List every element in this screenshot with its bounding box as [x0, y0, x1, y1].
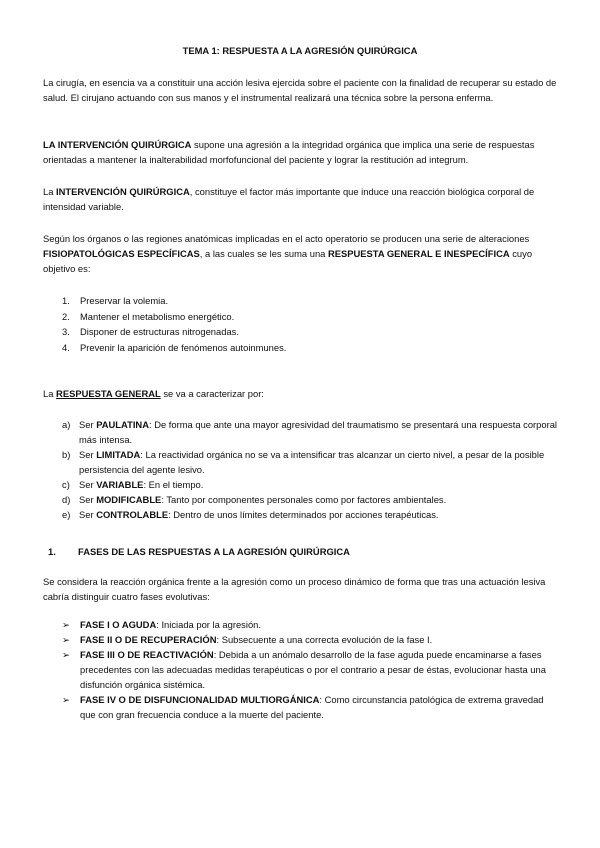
list-text	[80, 617, 554, 632]
bold-term: MODIFICABLE	[96, 494, 162, 505]
list-text: Disponer de estructuras nitrogenadas.	[80, 326, 239, 337]
characteristics-list	[62, 417, 562, 522]
bold-term: FASE IV O DE DISFUNCIONALIDAD MULTIORGÁNICA	[80, 694, 320, 705]
list-item	[62, 692, 562, 722]
list-text-rest: : Subsecuente a una correcta evolución de la fase I.	[216, 634, 433, 645]
section-title: FASES DE LAS RESPUESTAS A LA AGRESIÓN QUIRÚRGICA	[78, 546, 350, 557]
bold-term: LA INTERVENCIÓN QUIRÚRGICA	[43, 139, 192, 150]
paragraph-text: La	[43, 186, 57, 197]
list-text-rest: : La reactividad orgánica no se va a intensificar tras alcanzar un cierto nivel, a pesar de la posible persistencia del agente lesivo.	[79, 449, 545, 475]
list-text: Preservar la volemia.	[80, 295, 169, 306]
list-item	[62, 492, 562, 507]
list-text-rest: : Como circunstancia patológica de extrema gravedad que con gran frecuencia conduce a la muerte del paciente.	[80, 694, 544, 720]
list-letter: e)	[62, 509, 71, 520]
arrow-bullet-icon: ➢	[62, 649, 70, 660]
bold-term: VARIABLE	[96, 479, 144, 490]
list-text	[79, 447, 561, 477]
arrow-bullet-icon: ➢	[62, 634, 70, 645]
list-number: 4.	[62, 341, 70, 353]
list-item	[62, 417, 562, 447]
paragraph-text: cuyo objetivo es:	[43, 248, 533, 274]
list-text	[79, 417, 561, 447]
list-letter: a)	[62, 419, 71, 430]
bold-term: INTERVENCIÓN QUIRÚRGICA	[56, 186, 190, 197]
list-text	[79, 477, 561, 492]
list-text	[80, 692, 554, 722]
paragraph-factor	[43, 184, 561, 214]
paragraph-respuesta-general	[43, 386, 561, 401]
list-text-pre: Ser	[79, 449, 97, 460]
bold-term: FASE III O DE REACTIVACIÓN	[80, 649, 214, 660]
list-text	[79, 507, 561, 522]
list-item	[62, 324, 562, 340]
list-text-rest: : Iniciada por la agresión.	[156, 619, 261, 630]
list-item	[62, 632, 562, 647]
list-letter: b)	[62, 449, 71, 460]
paragraph-text: supone una agresión a la integridad orgánica que implica una serie de respuestas orientadas a mantener la inalterabilidad morfofuncional del paciente y lograr la restitución ad integrum.	[43, 139, 535, 165]
list-item	[62, 507, 562, 522]
list-item	[62, 617, 562, 632]
list-letter: d)	[62, 494, 71, 505]
phases-list	[62, 617, 562, 722]
list-letter: c)	[62, 479, 70, 490]
paragraph-text: se va a caracterizar por:	[160, 388, 264, 399]
bold-term: RESPUESTA GENERAL E INESPECÍFICA	[328, 248, 510, 259]
list-text: Prevenir la aparición de fenómenos autoinmunes.	[80, 341, 287, 353]
list-text	[80, 632, 554, 647]
arrow-bullet-icon: ➢	[62, 619, 70, 630]
list-text: Mantener el metabolismo energético.	[80, 310, 235, 322]
list-number: 3.	[62, 326, 70, 337]
arrow-bullet-icon: ➢	[62, 694, 70, 705]
paragraph-text: La	[43, 388, 57, 399]
list-text-rest: : Debida a un anómalo desarrollo de la fase aguda puede encaminarse a fases precedentes con las adecuadas medidas terapéuticas o por el contrario a pesar de éstas, evolucionar hasta una disfunción orgánica sistémica.	[80, 649, 546, 690]
list-number: 1.	[62, 295, 70, 306]
list-item	[62, 293, 562, 309]
list-item	[62, 447, 562, 477]
bold-term: FASE I O AGUDA	[80, 619, 157, 630]
bold-term: FASE II O DE RECUPERACIÓN	[80, 634, 217, 645]
list-text-rest: : En el tiempo.	[143, 479, 204, 490]
bold-term: PAULATINA	[96, 419, 149, 430]
bold-term: FISIOPATOLÓGICAS ESPECÍFICAS	[43, 248, 200, 259]
list-item	[62, 309, 562, 325]
section-number: 1.	[48, 546, 56, 557]
list-text-pre: Ser	[79, 419, 97, 430]
paragraph-alteraciones	[43, 231, 561, 276]
paragraph-text: Según los órganos o las regiones anatómicas implicadas en el acto operatorio se producen una serie de alteraciones	[43, 233, 530, 244]
list-item	[62, 340, 562, 356]
list-text	[80, 647, 554, 692]
paragraph-text: , a las cuales se les suma una	[199, 248, 328, 259]
list-item	[62, 477, 562, 492]
list-item	[62, 647, 562, 692]
document-title: TEMA 1: RESPUESTA A LA AGRESIÓN QUIRÚRGICA	[182, 45, 418, 56]
objectives-list	[62, 293, 562, 355]
list-text-rest: : Dentro de unos límites determinados por acciones terapéuticas.	[168, 509, 439, 520]
paragraph-fases-intro: Se considera la reacción orgánica frente a la agresión como un proceso dinámico de forma que tras una actuación lesiva cabría distinguir cuatro fases evolutivas:	[43, 576, 546, 602]
list-text-pre: Ser	[79, 479, 97, 490]
underlined-term: RESPUESTA GENERAL	[56, 388, 161, 399]
bold-term: LIMITADA	[96, 449, 141, 460]
list-text-pre: Ser	[79, 509, 97, 520]
list-text-pre: Ser	[79, 494, 97, 505]
list-text-rest: : Tanto por componentes personales como por factores ambientales.	[161, 494, 447, 505]
list-text-rest: : De forma que ante una mayor agresividad del traumatismo se presentará una respuesta corporal más intensa.	[79, 419, 558, 445]
paragraph-text: , constituye el factor más importante que induce una reacción biológica corporal de intensidad variable.	[43, 186, 535, 212]
list-text	[79, 492, 561, 507]
list-number: 2.	[62, 310, 70, 322]
paragraph-intro: La cirugía, en esencia va a constituir una acción lesiva ejercida sobre el paciente con la finalidad de recuperar su estado de salud. El cirujano actuando con sus manos y el instrumental realizará una técnica sobre la persona enferma.	[43, 77, 557, 103]
paragraph-intervencion	[43, 137, 561, 167]
bold-term: CONTROLABLE	[96, 509, 169, 520]
